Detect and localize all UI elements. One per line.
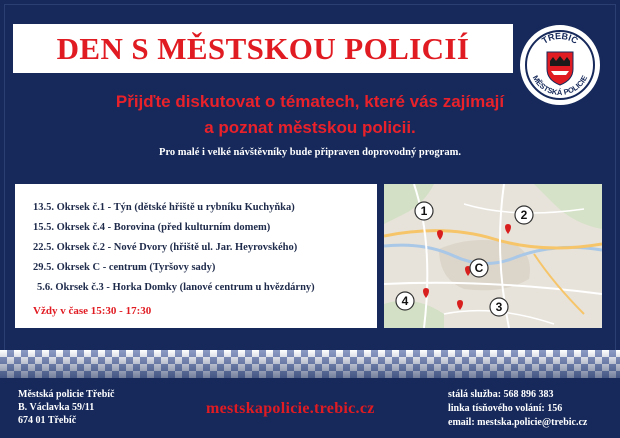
svg-text:TŘEBÍČ	[540, 31, 581, 47]
schedule-item: 22.5. Okrsek č.2 - Nové Dvory (hřiště ul. Jar. Heyrovského)	[33, 242, 298, 253]
schedule-box	[15, 184, 377, 328]
invitation-line-2: a poznat městskou policii.	[204, 118, 416, 137]
emergency-line: linka tísňového volání: 156	[448, 403, 563, 414]
schedule-item: 29.5. Okrsek C - centrum (Tyršovy sady)	[33, 262, 216, 273]
map-marker-c: C	[474, 261, 484, 275]
poster-title: DEN S MĚSTSKOU POLICIÍ	[56, 31, 470, 66]
district-map	[384, 184, 602, 328]
schedule-list	[15, 198, 377, 298]
program-note: Pro malé i velké návštěvníky bude připraven doprovodný program.	[159, 147, 461, 158]
schedule-item: 15.5. Okrsek č.4 - Borovina (před kulturním domem)	[33, 222, 271, 233]
map-marker-1: 1	[420, 204, 428, 218]
footer-org: Městská policie Třebíč	[18, 389, 115, 400]
schedule-item: 5.6. Okrsek č.3 - Horka Domky (lanové centrum u hvězdárny)	[37, 282, 315, 293]
badge-bottom-text: MĚSTSKÁ POLICIE	[530, 73, 590, 98]
footer-street: B. Václavka 59/11	[18, 402, 95, 413]
map-marker-2: 2	[520, 208, 528, 222]
contact-email[interactable]: email: mestska.policie@trebic.cz	[448, 417, 588, 428]
map-marker-4: 4	[401, 294, 409, 308]
service-phone: stálá služba: 568 896 383	[448, 389, 554, 400]
map-graphic	[384, 184, 602, 328]
checkered-band	[0, 350, 620, 378]
badge-top-text: TŘEBÍČ	[540, 30, 580, 46]
time-note: Vždy v čase 15:30 - 17:30	[33, 305, 152, 317]
footer-website[interactable]: mestskapolicie.trebic.cz	[206, 400, 375, 417]
footer-contacts	[448, 388, 587, 430]
invitation-line-1: Přijďte diskutovat o tématech, které vás zajímají	[115, 92, 505, 111]
footer-address	[18, 388, 114, 427]
footer-city: 674 01 Třebíč	[18, 415, 77, 426]
schedule-item: 13.5. Okrsek č.1 - Týn (dětské hřiště u rybníku Kuchyňka)	[33, 202, 295, 213]
map-marker-3: 3	[495, 300, 503, 314]
invitation-text	[0, 89, 620, 141]
